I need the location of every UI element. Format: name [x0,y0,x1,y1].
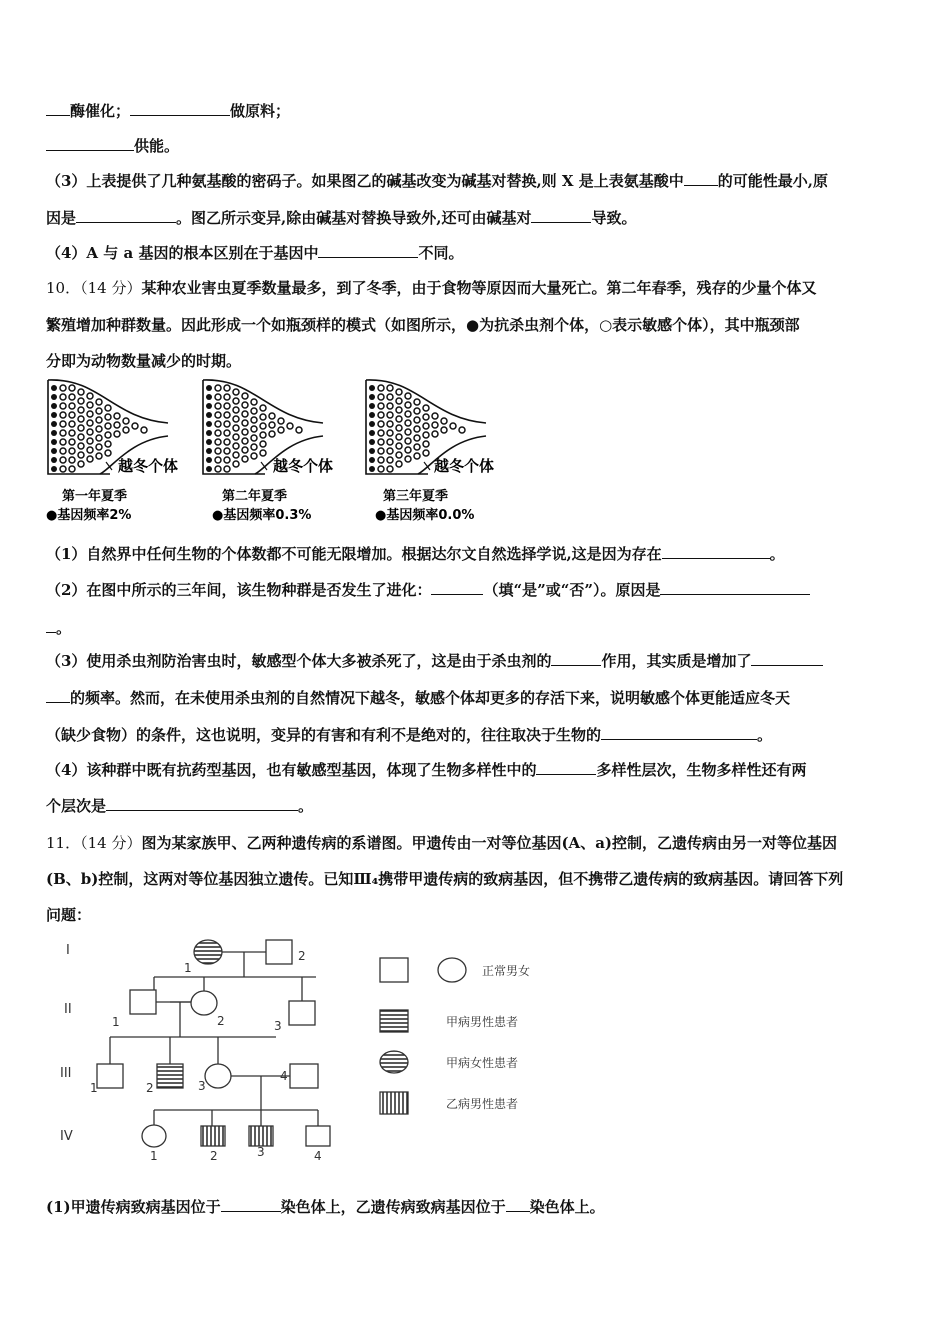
answer-blank[interactable] [76,207,176,223]
individual-number: 1 [184,961,192,975]
answer-blank[interactable] [46,687,70,703]
panel-1-season: 第一年夏季 [62,489,128,504]
q9-part3-line-2: 因是 。图乙所示变异,除由碱基对替换导致外,还可由碱基对 导致。 [46,209,637,227]
individual-IV4 [306,1126,330,1146]
overwinter-label: 越冬个体 [273,457,334,475]
answer-blank[interactable] [318,242,418,258]
q10-part2-line-1: （2）在图中所示的三年间，该生物种群是否发生了进化： （填“是”或“否”）。原因是 [46,579,908,601]
individual-number: 3 [198,1079,206,1093]
q9-line-1: 酶催化； 做原料； [46,100,908,122]
individual-number: 2 [146,1081,154,1095]
legend-normal-male-symbol [380,958,408,982]
q11-intro-3: 问题： [46,906,92,924]
individual-number: 1 [150,1149,158,1162]
individual-II3 [289,1001,315,1025]
answer-blank[interactable] [130,100,230,116]
q10-part3-line-2: 的频率。然而，在未使用杀虫剂的自然情况下越冬，敏感个体却更多的存活下来，说明敏感个体更能适应冬天 [46,687,908,709]
individual-IV3 [249,1126,273,1146]
individual-II1 [130,990,156,1014]
individual-III4 [290,1064,318,1088]
individual-I1 [194,940,222,964]
answer-blank[interactable] [46,617,56,633]
legend-label: 甲病男性患者 [446,1015,519,1029]
individual-III1 [97,1064,123,1088]
legend-normal-female-symbol [438,958,466,982]
answer-blank[interactable] [684,170,718,186]
individual-number: 4 [314,1149,322,1162]
answer-blank[interactable] [46,135,134,151]
individual-number: 1 [90,1081,98,1095]
panel-3-season: 第三年夏季 [383,489,449,504]
generation-label: I [66,943,70,958]
q10-intro-3: 分即为动物数量减少的时期。 [46,352,242,370]
individual-IV1 [142,1125,166,1147]
q10-part3-line-1: （3）使用杀虫剂防治害虫时，敏感型个体大多被杀死了，这是由于杀虫剂的 作用，其实质是增加了 [46,650,908,672]
individual-number: 2 [298,949,306,963]
individual-number: 1 [112,1015,120,1029]
individual-IV2 [201,1126,225,1146]
individual-number: 3 [257,1145,265,1159]
answer-blank[interactable] [662,543,770,559]
legend-label: 甲病女性患者 [446,1056,519,1070]
panel-2-freq: ●基因频率0.3% [212,508,312,523]
q9-line-2: 供能。 [46,135,908,157]
legend-label: 乙病男性患者 [446,1097,519,1111]
answer-blank[interactable] [601,724,757,740]
generation-label: II [64,1002,72,1017]
individual-III2 [157,1064,183,1088]
q10-part4-line-2: 个层次是 。 [46,797,314,815]
generation-label: IV [60,1129,73,1144]
bottleneck-figure [40,378,510,528]
answer-blank[interactable] [506,1196,530,1212]
panel-1-freq: ●基因频率2% [46,508,132,523]
legend-disease-b-male-symbol [380,1092,408,1114]
q11-intro-2: (B、b)控制，这两对等位基因独立遗传。已知Ⅲ₄携带甲遗传病的致病基因，但不携带乙遗传病的致病基因。请回答下列 [46,870,844,888]
individual-III3 [205,1064,231,1088]
q9-part3-line-1: （3）上表提供了几种氨基酸的密码子。如果图乙的碱基改变为碱基对替换,则 X 是上表氨基酸中 的可能性最小,原 [46,172,828,190]
individual-number: 4 [280,1069,288,1083]
overwinter-label: 越冬个体 [118,457,179,475]
individual-number: 2 [210,1149,218,1162]
answer-blank[interactable] [431,579,483,595]
answer-blank[interactable] [46,100,70,116]
q9-part4: （4）A 与 a 基因的根本区别在于基因中 不同。 [46,244,464,262]
individual-I2 [266,940,292,964]
legend-disease-a-female-symbol [380,1051,408,1073]
q11-intro-1: 11．（14 分）图为某家族甲、乙两种遗传病的系谱图。甲遗传由一对等位基因(A、a)控制，乙遗传病由另一对等位基因 [46,834,838,852]
answer-blank[interactable] [660,579,810,595]
overwinter-label: 越冬个体 [434,457,495,475]
panel-3-freq: ●基因频率0.0% [375,508,475,523]
q10-part4-line-1: （4）该种群中既有抗药型基因，也有敏感型基因，体现了生物多样性中的 多样性层次，生物多样性还有两 [46,761,807,779]
q11-part1: (1)甲遗传病致病基因位于 染色体上，乙遗传病致病基因位于 染色体上。 [46,1198,605,1216]
answer-blank[interactable] [751,650,823,666]
legend-disease-a-male-symbol [380,1010,408,1032]
answer-blank[interactable] [531,207,591,223]
q10-intro-1: 10．（14 分）某种农业害虫夏季数量最多，到了冬季，由于食物等原因而大量死亡。第二年春季，残存的少量个体又 [46,279,817,297]
individual-number: 3 [274,1019,282,1033]
panel-2-season: 第二年夏季 [222,489,288,504]
question-number: 10．（14 分） [46,279,142,297]
answer-blank[interactable] [551,650,601,666]
answer-blank[interactable] [106,795,298,811]
q10-part1: （1）自然界中任何生物的个体数都不可能无限增加。根据达尔文自然选择学说,这是因为存在 。 [46,545,785,563]
legend-label: 正常男女 [482,964,531,978]
pedigree-chart [46,930,546,1162]
q10-part2-line-2: 。 [46,617,908,639]
generation-label: III [60,1066,72,1081]
individual-number: 2 [217,1014,225,1028]
answer-blank[interactable] [536,759,596,775]
answer-blank[interactable] [221,1196,281,1212]
q10-intro-2: 繁殖增加种群数量。因此形成一个如瓶颈样的模式（如图所示，●为抗杀虫剂个体，○表示敏感个体），其中瓶颈部 [46,316,800,334]
individual-II2 [191,991,217,1015]
question-number: 11．（14 分） [46,834,142,852]
q10-part3-line-3: （缺少食物）的条件，这也说明，变异的有害和有利不是绝对的，往往取决于生物的 。 [46,726,773,744]
